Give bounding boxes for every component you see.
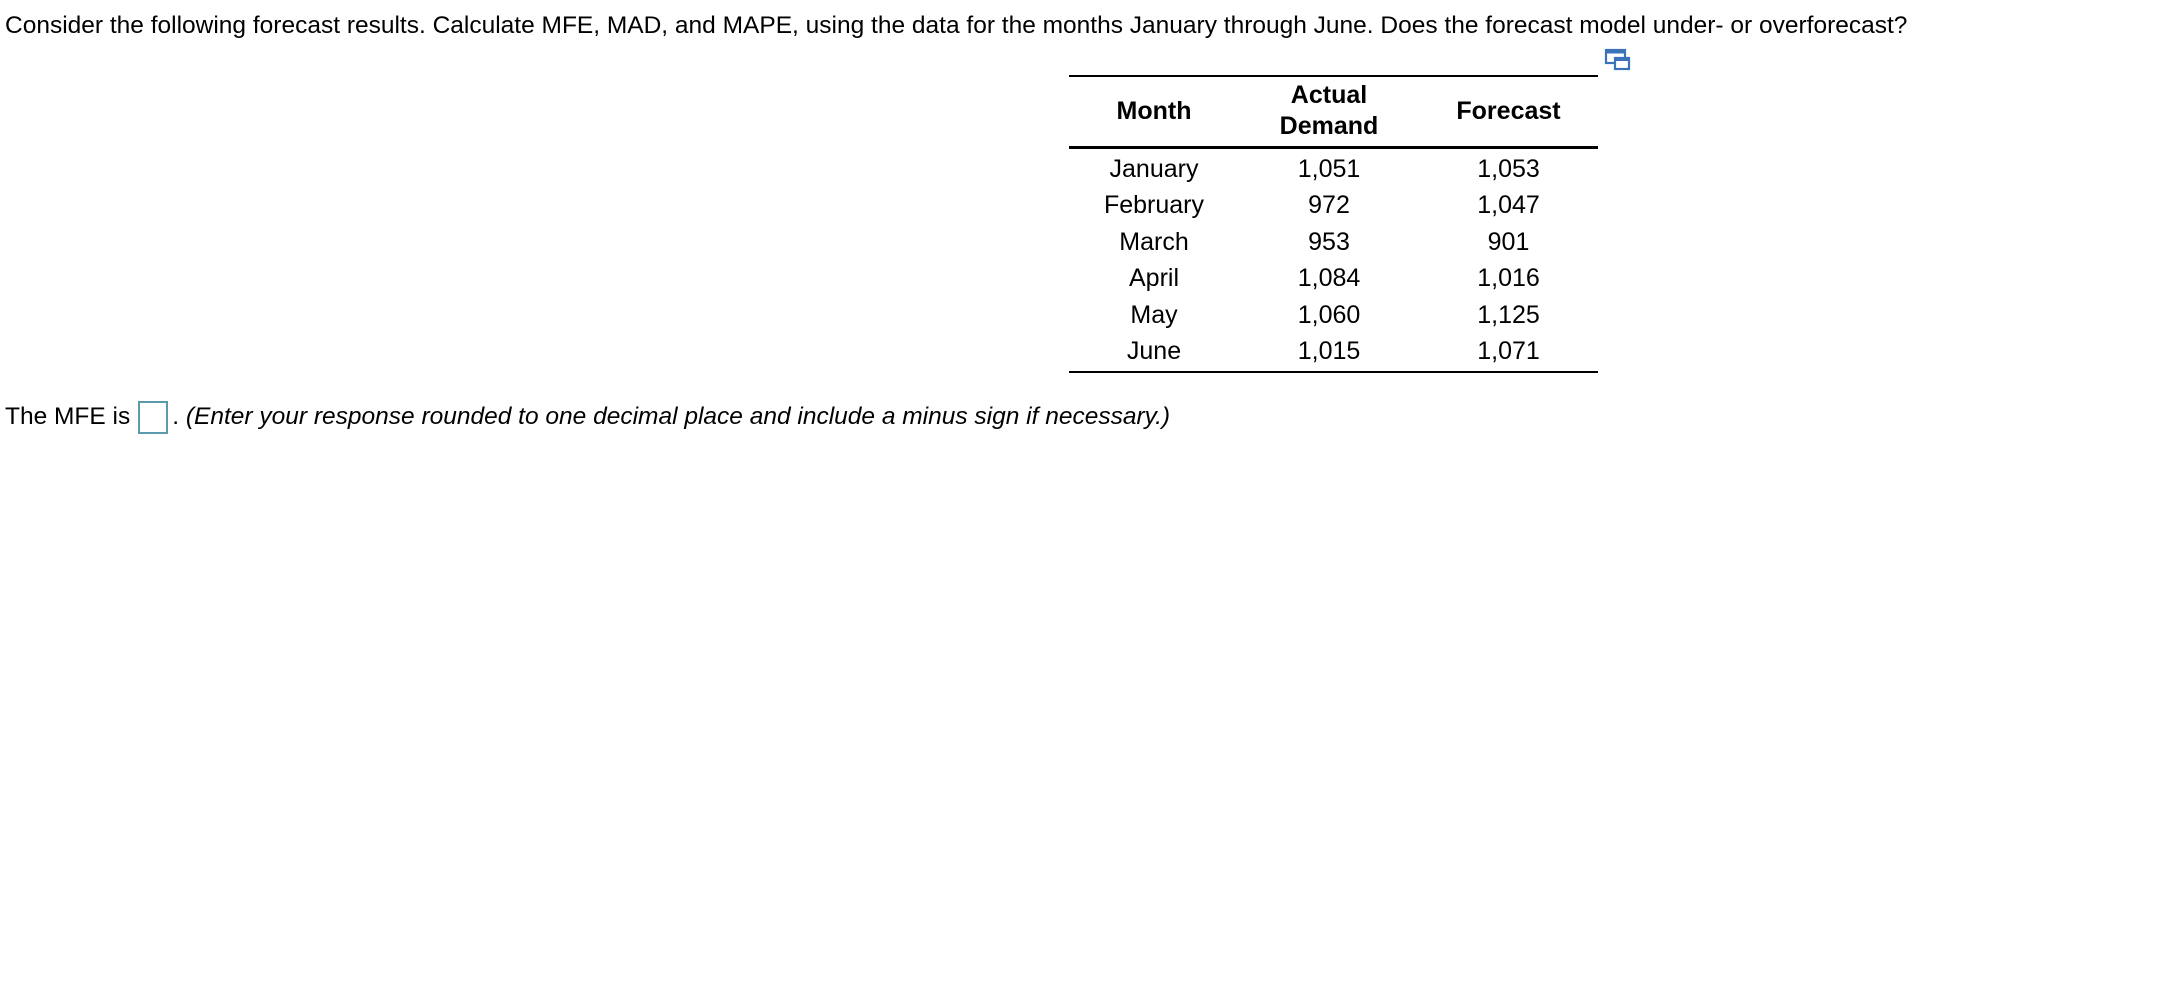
header-forecast: Forecast	[1419, 76, 1598, 148]
cell-month: January	[1109, 155, 1199, 183]
cell-month: June	[1126, 337, 1182, 366]
copy-table-icon[interactable]	[1604, 48, 1632, 72]
table-row	[1069, 148, 1598, 188]
header-actual-demand: Actual Demand	[1239, 76, 1419, 148]
table-row	[1069, 297, 1598, 333]
mfe-prefix-label: The MFE is	[5, 403, 131, 430]
table-header-row	[1069, 76, 1598, 148]
mfe-answer-input[interactable]	[138, 401, 168, 434]
table-row	[1069, 224, 1598, 260]
forecast-table-container	[1069, 75, 1598, 373]
cell-forecast: 901	[1487, 227, 1530, 256]
cell-month: March	[1119, 227, 1189, 256]
cell-actual: 1,051	[1297, 155, 1361, 183]
cell-forecast: 1,125	[1477, 300, 1540, 329]
table-row	[1069, 260, 1598, 296]
cell-month: February	[1103, 191, 1205, 220]
mfe-instruction-text: (Enter your response rounded to one decimal place and include a minus sign if necessary.)	[185, 403, 1171, 430]
cell-forecast: 1,047	[1477, 191, 1540, 220]
cell-actual: 1,084	[1297, 264, 1361, 293]
cell-actual: 972	[1308, 191, 1350, 220]
table-row	[1069, 333, 1598, 372]
cell-forecast: 1,053	[1477, 155, 1540, 183]
cell-forecast: 1,071	[1477, 337, 1540, 366]
cell-actual: 1,015	[1297, 337, 1361, 366]
cell-actual: 1,060	[1297, 300, 1361, 329]
forecast-table	[1069, 75, 1598, 373]
question-text: Consider the following forecast results. Calculate MFE, MAD, and MAPE, using the data for the months January through June. Does the forecast model under- or overforecast?	[5, 12, 1908, 39]
cell-month: April	[1128, 264, 1179, 293]
cell-forecast: 1,016	[1477, 264, 1540, 293]
table-row	[1069, 187, 1598, 223]
mfe-period: .	[172, 403, 180, 430]
header-month: Month	[1069, 76, 1239, 148]
mfe-answer-line	[5, 399, 1170, 435]
cell-month: May	[1130, 300, 1178, 329]
cell-actual: 953	[1308, 227, 1350, 256]
